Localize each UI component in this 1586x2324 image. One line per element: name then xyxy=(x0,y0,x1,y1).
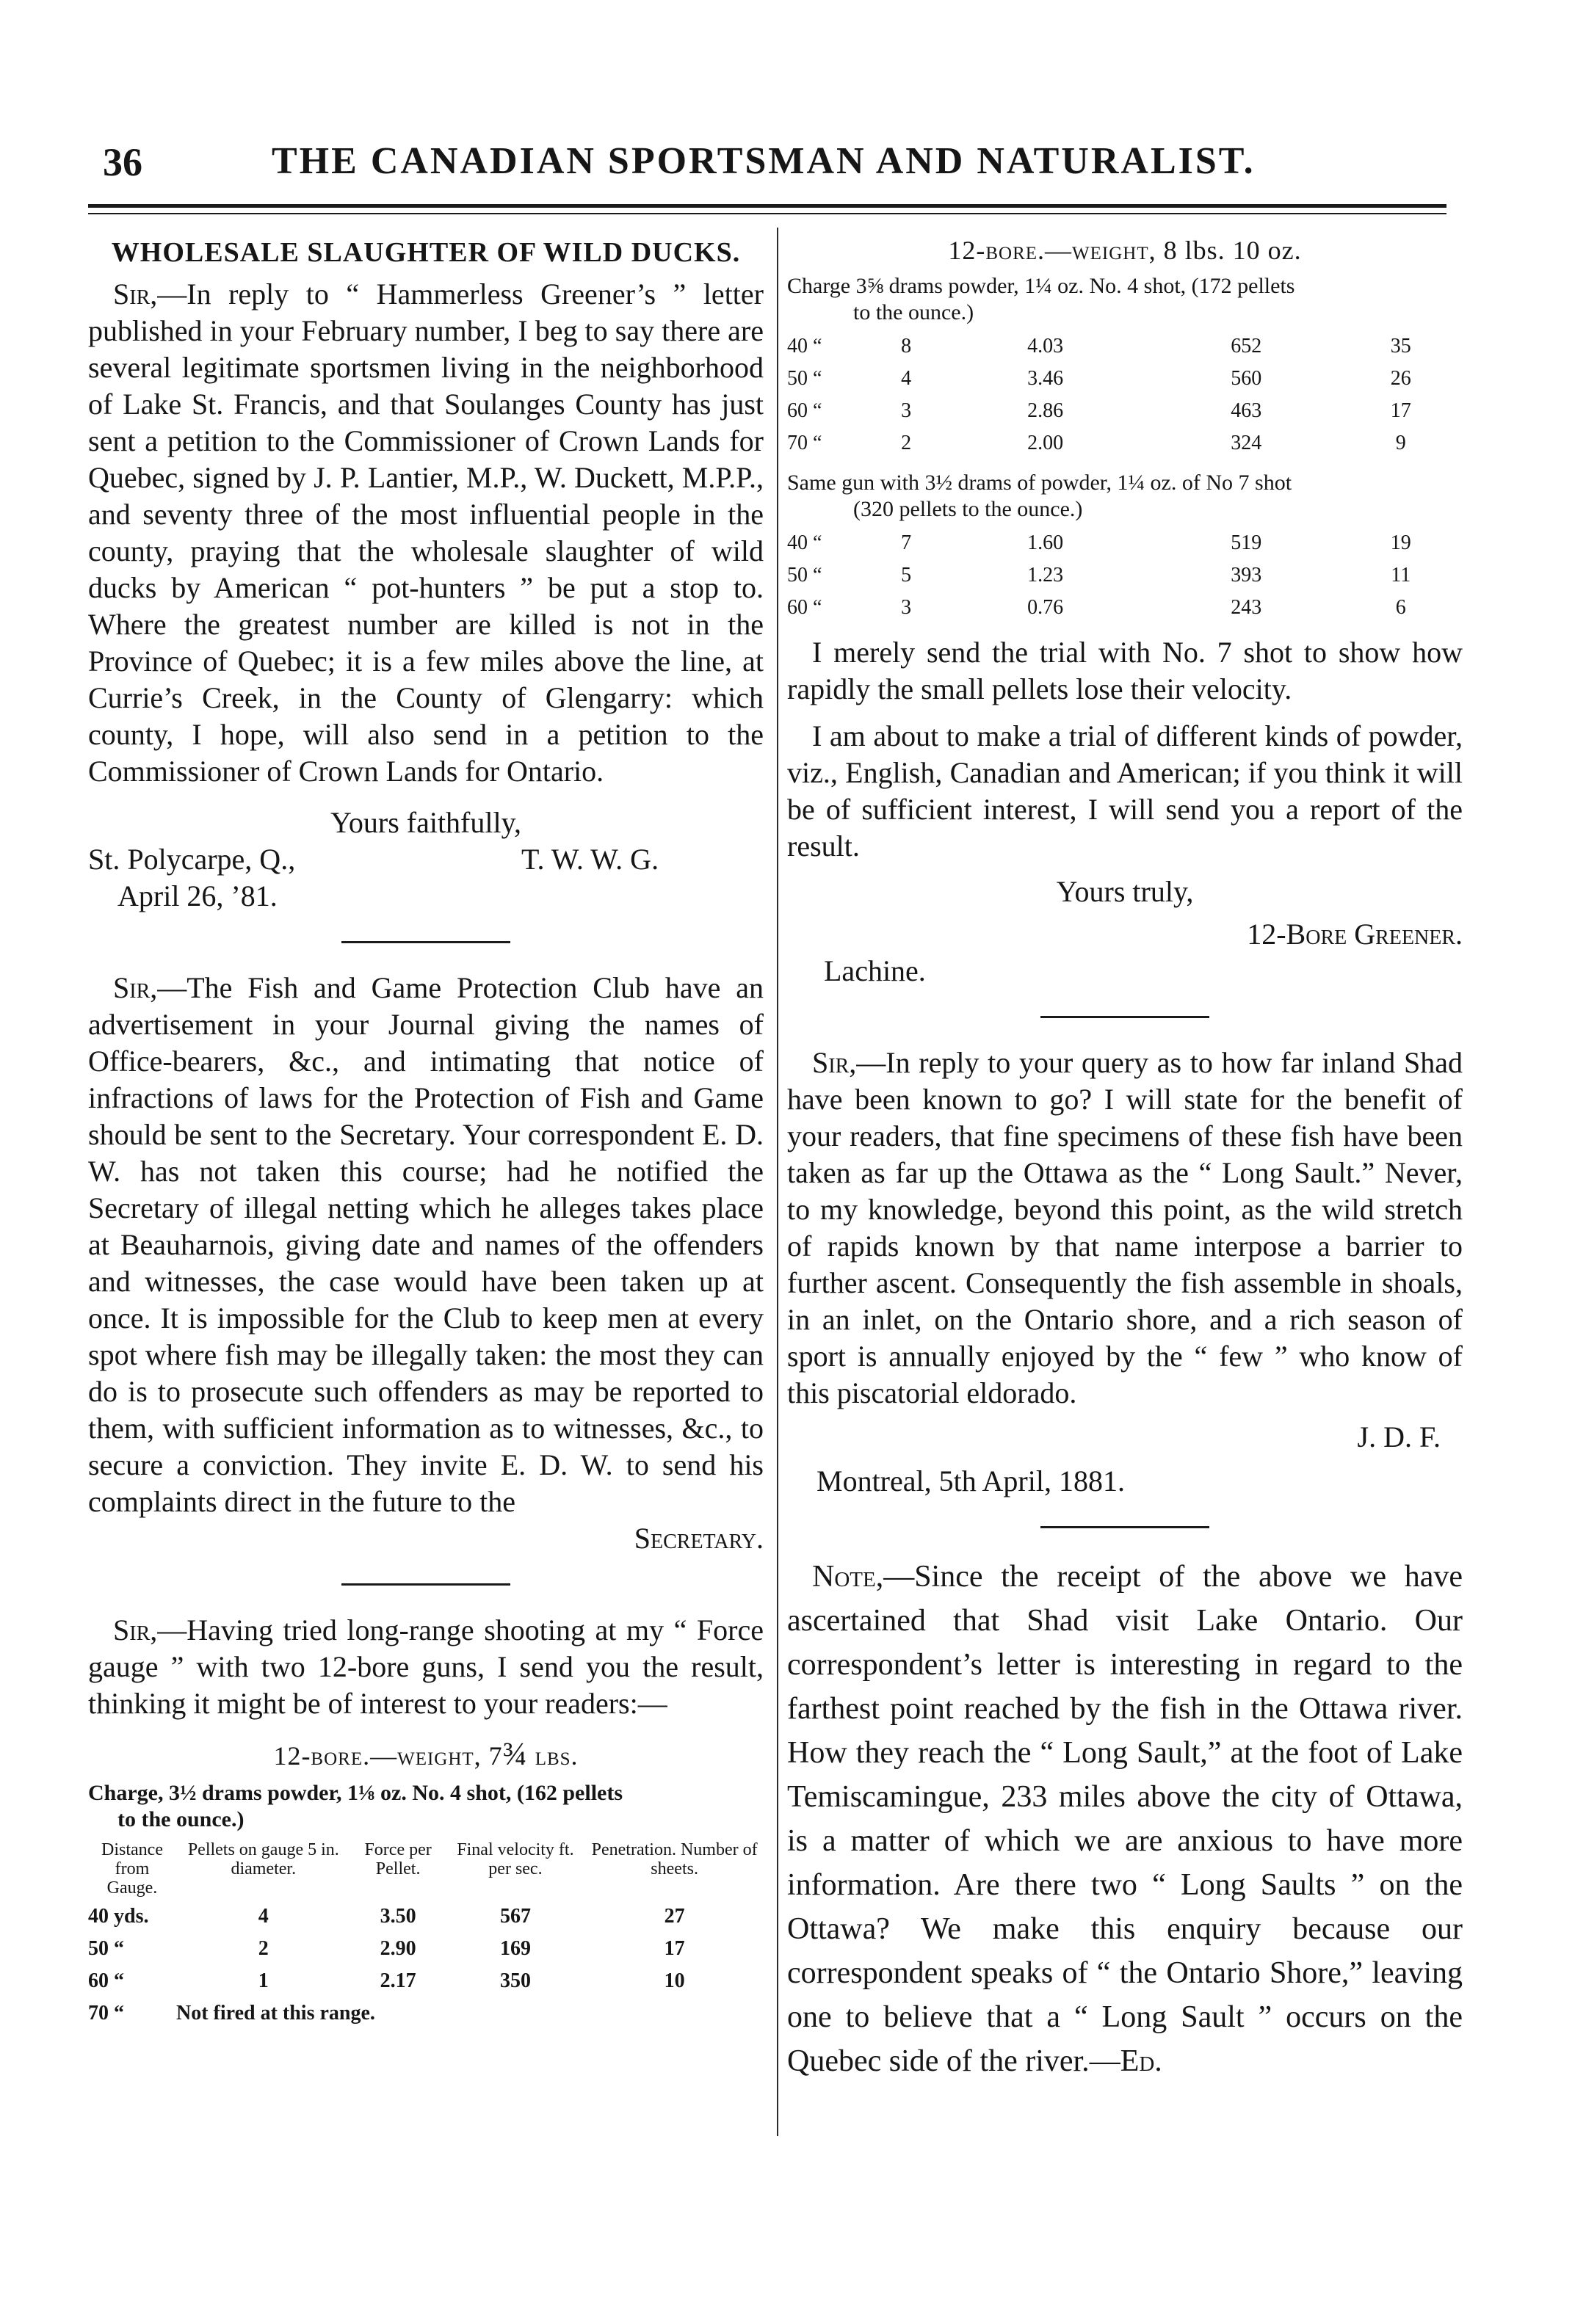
paragraph: I am about to make a trial of different kinds of powder, viz., English, Canadian and American; if you think it will be of sufficient interest, I will send you a report of the result. xyxy=(787,719,1463,863)
table-row: 50 “ 4 3.46 560 26 xyxy=(787,367,1411,390)
article-fish-game-club xyxy=(88,970,764,1557)
section-rule xyxy=(341,1583,510,1586)
body-text: —Since the receipt of the above we have ascertained that Shad visit Lake Ontario. Our correspondent’s letter is interesting in regard to the farthest point reached by the fish in the Ottawa river. How they reach the “ Long Sault,” at the foot of Lake Temiscamingue, 233 miles above the city of Ottawa, is a matter of which we are anxious to have more information. Are there two “ Long Saults ” on the Ottawa? We make this enquiry because our correspondent speaks of “ the Ontario Shore,” leaving one to believe that a “ Long Sault ” occurs on the Quebec side of the river. xyxy=(787,1560,1463,2078)
note-body xyxy=(787,1555,1463,2083)
salutation: Sir, xyxy=(812,1046,857,1079)
paragraph: I merely send the trial with No. 7 shot to show how rapidly the small pellets lose their velocity. xyxy=(787,636,1463,705)
article-body xyxy=(88,276,764,790)
closing: Yours truly, xyxy=(1056,875,1194,908)
place: Lachine. xyxy=(824,954,926,987)
salutation: Sir, xyxy=(113,1613,158,1646)
right-column xyxy=(787,235,1463,2083)
results-table xyxy=(88,1837,764,2030)
column-header: Pellets on gauge 5 in. diameter. xyxy=(187,1840,339,1878)
date: April 26, ’81. xyxy=(117,879,278,912)
table-row: 60 “ 3 2.86 463 17 xyxy=(787,399,1411,422)
column-header: Distance from Gauge. xyxy=(101,1840,163,1898)
table-no7-shot xyxy=(787,470,1463,624)
header-rule xyxy=(88,204,1446,208)
table-row: 40 yds. 4 3.50 567 27 xyxy=(88,1905,685,1928)
article-title: WHOLESALE SLAUGHTER OF WILD DUCKS. xyxy=(111,237,741,268)
editor-note xyxy=(787,1555,1463,2083)
section-rule xyxy=(1040,1016,1209,1018)
table-row: 70 “ 2 2.00 324 9 xyxy=(787,432,1406,454)
signature: T. W. W. G. xyxy=(521,843,659,876)
section-rule xyxy=(1040,1526,1209,1528)
charge-description: Charge, 3½ drams powder, 1⅛ oz. No. 4 shot, (162 pellets to the ounce.) xyxy=(88,1781,623,1831)
place: St. Polycarpe, Q., xyxy=(88,843,296,876)
salutation: Sir, xyxy=(113,277,158,311)
table-8lbs xyxy=(787,235,1463,460)
column-divider xyxy=(777,228,778,2136)
table-header-row xyxy=(88,1837,764,1900)
table-row: 40 “ 8 4.03 652 35 xyxy=(787,335,1411,357)
table-row: 60 “ 1 2.17 350 10 xyxy=(88,1969,685,1992)
shad-letter xyxy=(787,1045,1463,1500)
body-text: —In reply to “ Hammerless Greener’s ” letter published in your February number, I beg to say there are several legitimate sportsmen living in the neighborhood of Lake St. Francis, and that Soulanges County has just sent a petition to the Commissioner of Crown Lands for Quebec, signed by J. P. Lantier, M.P., W. Duckett, M.P.P., and seventy three of the most influential people in the county, praying that the wholesale slaughter of wild ducks by American “ pot-hunters ” be put a stop to. Where the greatest number are killed is not in the Province of Quebec; it is a few miles above the line, at Currie’s Creek, in the County of Glengarry: which county, I hope, will also send in a petition to the Commissioner of Crown Lands for Ontario. xyxy=(88,277,764,788)
signature: Secretary. xyxy=(634,1522,764,1555)
results-table xyxy=(787,330,1463,460)
letter-continuation xyxy=(787,634,1463,989)
article-long-range xyxy=(88,1612,764,2030)
note-label: Note, xyxy=(812,1560,884,1594)
place-date: Montreal, 5th April, 1881. xyxy=(816,1464,1125,1497)
results-table xyxy=(787,527,1463,624)
body-text: —The Fish and Game Protection Club have an advertisement in your Journal giving the names of Office-bearers, &c., and intimating that notice of infractions of laws for the Protection of Fish and Game should be sent to the Secretary. Your correspondent E. D. W. has not taken this course; had he notified the Secretary of illegal netting which he alleges takes place at Beauharnois, giving date and names of the offenders and witnesses, the case would have been taken up at once. It is impossible for the Club to keep men at every spot where fish may be illegally taken: the most they can do is to prosecute such offenders as may be reported to them, with sufficient information as to witnesses, &c., to secure a conviction. They invite E. D. W. to send his complaints direct in the future to the xyxy=(88,971,764,1518)
signature: J. D. F. xyxy=(1357,1420,1441,1453)
body-text: —In reply to your query as to how far inland Shad have been known to go? I will state for the benefit of your readers, that fine specimens of these fish have been taken as far up the Ottawa as the “ Long Sault.” Never, to my knowledge, beyond this point, as the wild stretch of rapids known by that name interpose a barrier to further ascent. Consequently the fish assemble in shoals, in an inlet, on the Ontario shore, and a rich season of sport is annually enjoyed by the “ few ” who know of this piscatorial eldorado. xyxy=(787,1046,1463,1409)
page-number: 36 xyxy=(103,140,142,184)
salutation: Sir, xyxy=(113,971,158,1004)
table-row: 70 “ Not fired at this range. xyxy=(88,2002,375,2025)
signature: 12-Bore Greener. xyxy=(1247,918,1463,951)
charge-description: Same gun with 3½ drams of powder, 1¼ oz. of No 7 shot (320 pellets to the ounce.) xyxy=(787,471,1292,521)
table-title: 12-bore.—weight, 8 lbs. 10 oz. xyxy=(948,236,1302,265)
column-header: Final velocity ft. per sec. xyxy=(457,1840,574,1878)
article-body xyxy=(787,1045,1463,1412)
article-wild-ducks xyxy=(88,235,764,915)
article-body xyxy=(88,1612,764,1722)
signature: —Ed. xyxy=(1089,2044,1162,2078)
table-row: 40 “ 7 1.60 519 19 xyxy=(787,531,1411,554)
table-row: 50 “ 2 2.90 169 17 xyxy=(88,1937,685,1960)
table-title: 12-bore.—weight, 7¾ lbs. xyxy=(273,1736,579,1772)
charge-description: Charge 3⅝ drams powder, 1¼ oz. No. 4 shot, (172 pellets to the ounce.) xyxy=(787,274,1295,324)
column-header: Force per Pellet. xyxy=(364,1840,432,1878)
article-body xyxy=(88,970,764,1520)
table-row: 50 “ 5 1.23 393 11 xyxy=(787,564,1411,587)
closing: Yours faithfully, xyxy=(330,806,522,839)
body-text: —Having tried long-range shooting at my “ Force gauge ” with two 12-bore guns, I send you the result, thinking it might be of interest to your readers:— xyxy=(88,1613,764,1720)
table-row: 60 “ 3 0.76 243 6 xyxy=(787,596,1406,619)
running-head: THE CANADIAN SPORTSMAN AND NATURALIST. xyxy=(272,140,1256,182)
left-column xyxy=(88,235,764,2040)
signature-block xyxy=(88,841,764,915)
section-rule xyxy=(341,941,510,943)
column-header: Penetration. Number of sheets. xyxy=(591,1840,758,1878)
header-rule-thin xyxy=(88,213,1446,214)
